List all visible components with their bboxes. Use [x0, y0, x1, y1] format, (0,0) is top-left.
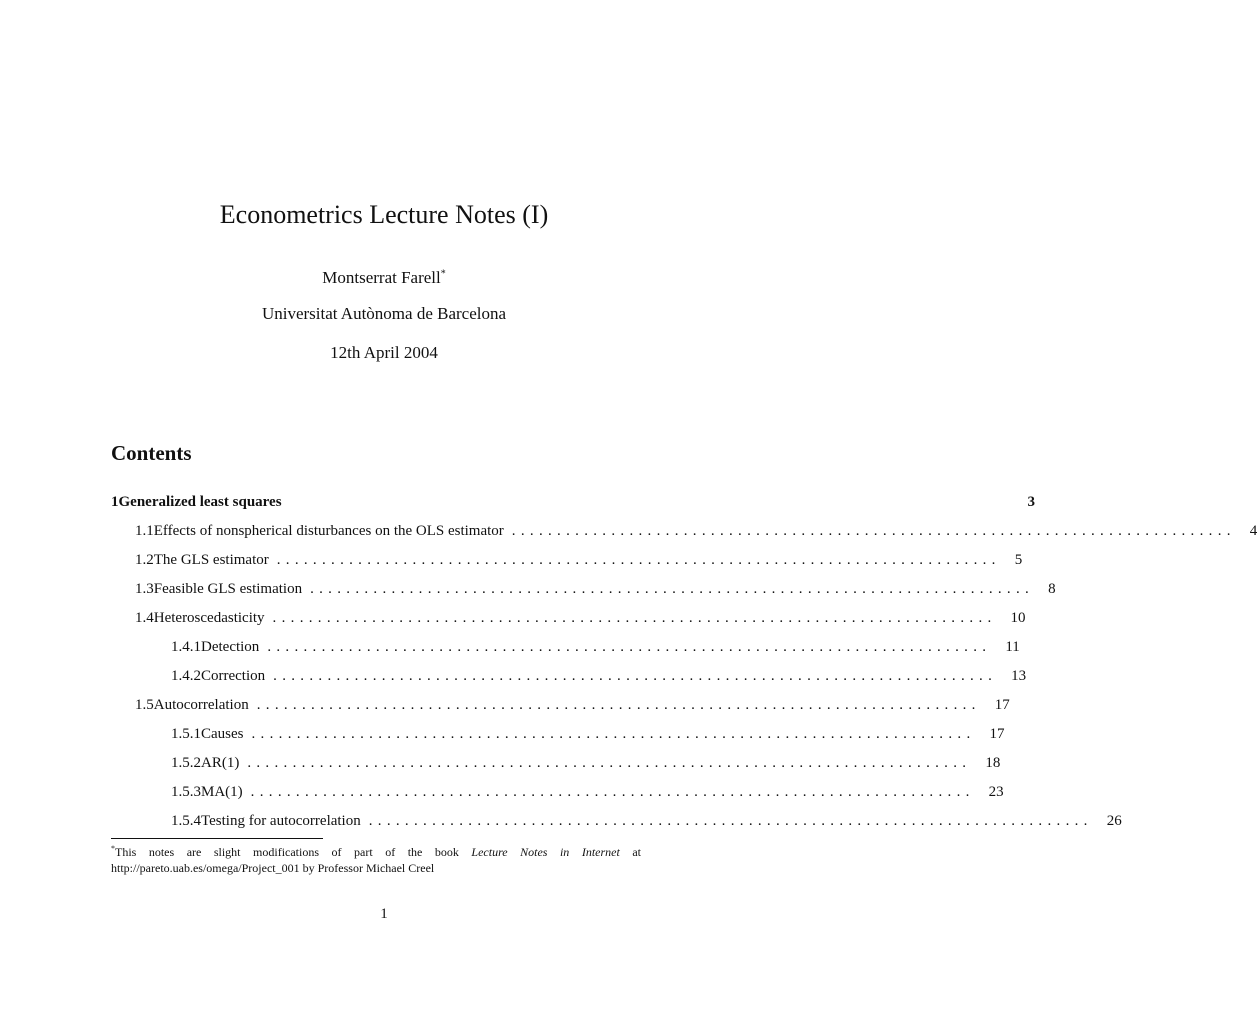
toc-leader-dots: ................................................................................: [267, 639, 992, 655]
toc-entry-number: 1.4.1: [171, 639, 201, 655]
toc-entry-label: Heteroscedasticity: [153, 610, 265, 626]
toc-entry-page: 5: [1014, 552, 1023, 568]
toc-entry-page: 13: [1011, 668, 1027, 684]
toc-entry-number: 1.5.3: [171, 784, 201, 800]
toc-entry-label: The GLS estimator: [153, 552, 269, 568]
toc-leader-dots: ................................................................................: [276, 552, 1001, 568]
toc-entry-page: 26: [1106, 813, 1122, 829]
toc-entry: [111, 636, 1020, 665]
toc-entry-number: 1: [111, 494, 119, 510]
toc-leader-dots: ................................................................................: [256, 697, 981, 713]
toc-entry-page: 10: [1010, 610, 1026, 626]
toc-entry-label: MA(1): [201, 784, 243, 800]
toc-entry-page: 4: [1249, 523, 1257, 539]
toc-entry-number: 1.1: [135, 523, 154, 539]
affiliation: Universitat Autònoma de Barcelona: [261, 304, 507, 323]
author-footnote-mark: *: [440, 268, 446, 280]
toc-leader-dots: ................................................................................: [368, 813, 1093, 829]
toc-entry-page: 8: [1048, 581, 1056, 597]
toc-entry-label: Correction: [201, 668, 266, 684]
toc-entry-page: 17: [989, 726, 1005, 742]
toc-leader-dots: ................................................................................: [250, 784, 975, 800]
toc-entry: [111, 752, 1001, 781]
author-text: Montserrat Farell: [322, 268, 441, 287]
toc-entry: [111, 607, 1026, 636]
toc-entry-number: 1.4: [135, 610, 154, 626]
toc-leader-dots: ................................................................................: [247, 755, 972, 771]
toc-entry: [111, 723, 1005, 752]
toc-entry: [111, 549, 1023, 578]
footnote-book-title: Lecture Notes in Internet: [471, 845, 620, 859]
toc-entry-number: 1.5.1: [171, 726, 201, 742]
toc-entry-label: Autocorrelation: [153, 697, 249, 713]
document-date: 12th April 2004: [330, 343, 438, 362]
toc-entry-page: 23: [988, 784, 1004, 800]
table-of-contents: [111, 491, 1257, 839]
toc-leader-dots: ................................................................................: [251, 726, 976, 742]
toc-entry-page: 17: [994, 697, 1010, 713]
toc-entry: [111, 665, 1027, 694]
contents-heading: Contents: [111, 441, 192, 465]
toc-entry: [111, 810, 1122, 839]
page-number: 1: [380, 906, 388, 922]
toc-entry-label: AR(1): [201, 755, 240, 771]
toc-entry-number: 1.3: [135, 581, 154, 597]
toc-entry-number: 1.2: [135, 552, 154, 568]
toc-entry-label: Effects of nonspherical disturbances on the OLS estimator: [153, 523, 504, 539]
toc-entry-label: Causes: [201, 726, 244, 742]
toc-entry: [111, 520, 1257, 549]
author-name: [0, 268, 768, 288]
toc-entry-number: 1.5.2: [171, 755, 201, 771]
toc-leader-dots: ................................................................................: [273, 668, 998, 684]
toc-entry-number: 1.5: [135, 697, 154, 713]
toc-leader-dots: ................................................................................: [272, 610, 997, 626]
toc-entry: [111, 578, 1056, 607]
toc-entry-label: Generalized least squares: [118, 494, 282, 510]
toc-leader-dots: ................................................................................: [511, 523, 1236, 539]
toc-entry-number: 1.4.2: [171, 668, 201, 684]
footnote-mark: *: [111, 844, 115, 853]
toc-entry-label: Feasible GLS estimation: [153, 581, 303, 597]
toc-entry-page: 3: [1027, 494, 1036, 510]
toc-entry-page: 18: [985, 755, 1001, 771]
footnote-text-after: at http://pareto.uab.es/omega/Project_001 by Professor Michael Creel: [111, 845, 641, 875]
footnote-text-before: This notes are slight modifications of part of the book: [115, 845, 472, 859]
toc-entry: [111, 491, 1036, 520]
toc-entry-number: 1.5.4: [171, 813, 201, 829]
toc-leader-dots: ................................................................................: [310, 581, 1035, 597]
toc-entry-label: Detection: [201, 639, 260, 655]
toc-entry-page: 11: [1005, 639, 1020, 655]
footnote-divider: [111, 838, 323, 839]
document-title: Econometrics Lecture Notes (I): [219, 200, 549, 229]
toc-entry-label: Testing for autocorrelation: [201, 813, 361, 829]
toc-entry: [111, 694, 1010, 723]
toc-entry: [111, 781, 1004, 810]
footnote: [111, 841, 641, 876]
